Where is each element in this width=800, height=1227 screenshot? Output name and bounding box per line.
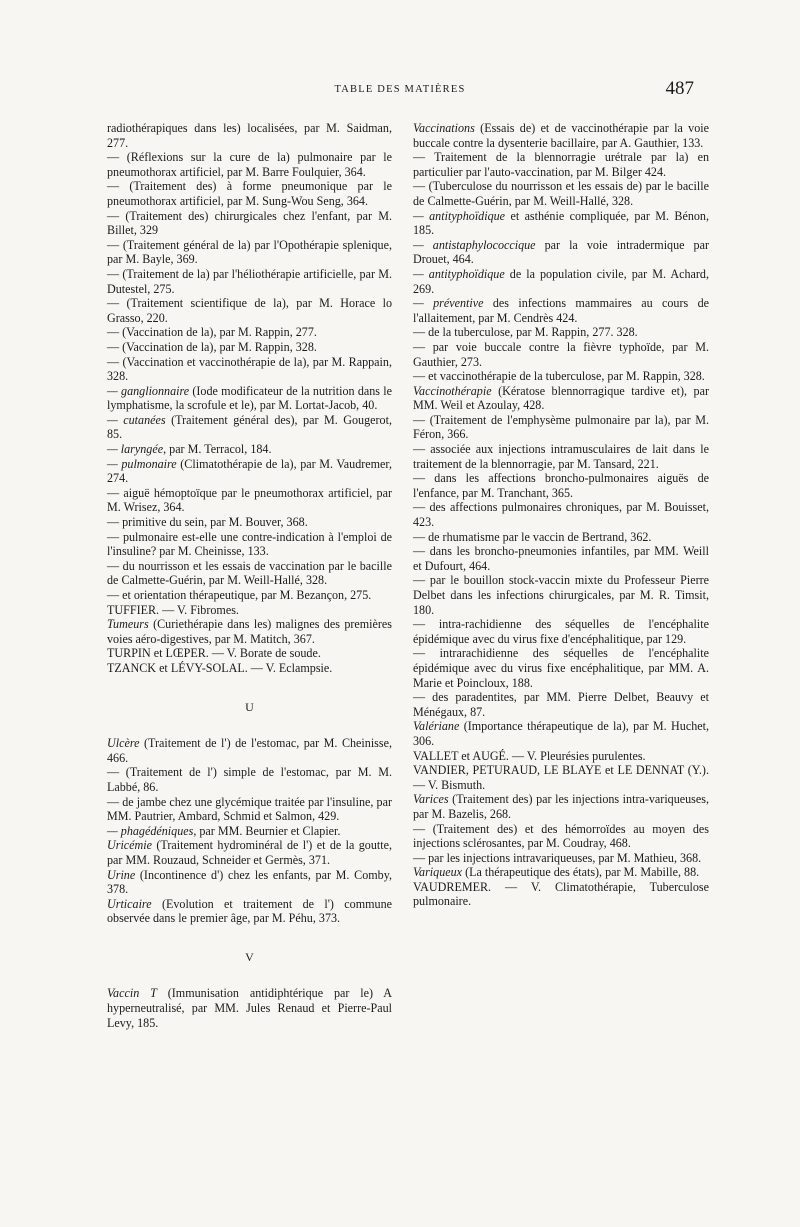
index-entry [413, 880, 709, 909]
entry-text: (Traitement hydrominéral de l') et de la goutte, par MM. Rouzaud, Schneider et Germès, 371. [107, 838, 392, 867]
entry-text: — aiguë hémoptoïque par le pneumothorax artificiel, par M. Wrisez, 364. [107, 485, 392, 515]
index-entry [413, 150, 709, 179]
entry-text: (Immunisation antidiphtérique par le) A hyperneutralisé, par MM. Jules Renaud et Pierre-Paul Levy, 185. [107, 986, 392, 1030]
entry-text: et asthénie compliquée, par M. Bénon, 185. [413, 208, 709, 238]
entry-term: Vaccinothérapie [413, 383, 492, 398]
entry-text: — intra-rachidienne des séquelles de l'encéphalite épidémique avec du virus fixe d'encéphalitique, par 129. [413, 617, 709, 646]
entry-text: (Climatothérapie de la), par M. Vaudremer, 274. [107, 456, 392, 486]
entry-text: — par le bouillon stock-vaccin mixte du Professeur Pierre Delbet dans les infections chirurgicales, par M. R. Timsit, 180. [413, 573, 709, 617]
entry-text: — (Réflexions sur la cure de la) pulmonaire par le pneumothorax artificiel, par M. Barre Foulquier, 364. [107, 150, 392, 179]
index-entry [107, 121, 392, 150]
entry-term: — phagédéniques [107, 823, 194, 838]
entry-text: — des affections pulmonaires chroniques, par M. Bouisset, 423. [413, 500, 709, 530]
entry-text: — par les injections intravariqueuses, par M. Mathieu, 368. [413, 850, 702, 865]
entry-text: (Traitement de l') de l'estomac, par M. Cheinisse, 466. [107, 736, 392, 765]
index-entry [107, 267, 392, 296]
running-title: TABLE DES MATIÈRES [334, 84, 466, 95]
index-entry [413, 792, 709, 821]
entry-text: par la voie intradermique par Drouet, 464. [413, 237, 709, 267]
entry-text: — (Traitement des) et des hémorroïdes au moyen des injections sclérosantes, par M. Coudray, 468. [413, 821, 709, 851]
entry-text: — de rhumatisme par le vaccin de Bertrand, 362. [413, 529, 652, 544]
section-letter: V [245, 949, 254, 964]
index-entry [107, 442, 392, 457]
index-entry [107, 296, 392, 325]
index-entry [413, 822, 709, 851]
index-entry [107, 486, 392, 515]
index-entry [413, 369, 709, 384]
index-entry [413, 763, 709, 792]
entry-term: — antistaphylococcique [413, 237, 536, 252]
entry-text: (Traitement général des), par M. Gougerot, 85. [107, 412, 392, 442]
index-entry [107, 515, 392, 530]
index-entry [413, 865, 709, 880]
entry-term: — préventive [413, 296, 484, 311]
entry-text: — de la tuberculose, par M. Rappin, 277. 328. [413, 325, 638, 340]
entry-text: — et vaccinothérapie de la tuberculose, par M. Rappin, 328. [413, 369, 705, 384]
index-entry [413, 646, 709, 690]
entry-text: (Kératose blennorragique tardive et), par MM. Weil et Azoulay, 428. [413, 383, 709, 413]
entry-term: — pulmonaire [107, 456, 177, 471]
index-entry [107, 646, 392, 661]
entry-term: — antityphoïdique [413, 208, 506, 223]
entry-term: Ulcère [107, 736, 140, 751]
entry-term: Valériane [413, 719, 460, 734]
entry-text: — (Traitement de la) par l'héliothérapie artificielle, par M. Dutestel, 275. [107, 266, 392, 296]
entry-text: — (Traitement des) à forme pneumonique par le pneumothorax artificiel, par M. Sung-Wou Seng, 364. [107, 179, 392, 208]
entry-text: — (Traitement de l') simple de l'estomac, par M. M. Labbé, 86. [107, 765, 392, 794]
entry-text: — (Traitement général de la) par l'Opothérapie splenique, par M. Bayle, 369. [107, 237, 392, 267]
entry-text: TUFFIER. — V. Fibromes. [107, 602, 239, 617]
section-letter: U [245, 699, 254, 714]
entry-text: — (Vaccination de la), par M. Rappin, 328. [107, 339, 317, 354]
entry-text: VANDIER, PETURAUD, LE BLAYE et LE DENNAT (Y.). — V. Bismuth. [413, 763, 709, 792]
entry-text: VAUDREMER. — V. Climatothérapie, Tuberculose pulmonaire. [413, 879, 709, 909]
index-entry [413, 325, 709, 340]
index-entry [413, 121, 709, 150]
index-entry [107, 824, 392, 839]
index-entry [413, 617, 709, 646]
index-entry [107, 340, 392, 355]
entry-text: — (Traitement de l'emphysème pulmonaire par la), par M. Féron, 366. [413, 412, 709, 442]
index-entry [107, 355, 392, 384]
index-entry [107, 413, 392, 442]
index-entry [107, 384, 392, 413]
entry-text: — par voie buccale contre la fièvre typhoïde, par M. Gauthier, 273. [413, 339, 709, 369]
entry-text: TURPIN et LŒPER. — V. Borate de soude. [107, 646, 321, 661]
entry-text: — primitive du sein, par M. Bouver, 368. [107, 515, 308, 530]
index-entry [413, 719, 709, 748]
index-entry [413, 209, 709, 238]
index-entry [413, 471, 709, 500]
index-entry [413, 530, 709, 545]
index-entry [413, 340, 709, 369]
entry-term: Uricémie [107, 838, 152, 853]
entry-text: (Importance thérapeutique de la), par M. Huchet, 306. [413, 719, 709, 748]
entry-text: des infections mammaires au cours de l'allaitement, par M. Cendrès 424. [413, 296, 709, 325]
index-entry [107, 736, 392, 765]
index-entry [107, 559, 392, 588]
entry-text: — (Vaccination de la), par M. Rappin, 277. [107, 325, 317, 340]
entry-text: TZANCK et LÉVY-SOLAL. — V. Eclampsie. [107, 660, 333, 675]
index-entry [107, 209, 392, 238]
index-entry [413, 296, 709, 325]
entry-text: (Traitement des) par les injections intra-variqueuses, par M. Bazelis, 268. [413, 792, 709, 821]
entry-text: (Curiethérapie dans les) malignes des premières voies aéro-digestives, par M. Matitch, 367. [107, 617, 392, 646]
entry-text: de la population civile, par M. Achard, 269. [413, 266, 709, 296]
entry-text: VALLET et AUGÉ. — V. Pleurésies purulentes. [413, 748, 646, 763]
entry-text: — dans les broncho-pneumonies infantiles, par MM. Weill et Dufourt, 464. [413, 544, 709, 573]
index-entry [107, 325, 392, 340]
index-entry [107, 897, 392, 926]
index-entry [413, 544, 709, 573]
entry-term: Urine [107, 867, 136, 882]
entry-text: (Evolution et traitement de l') commune observée dans le premier âge, par M. Péhu, 373. [107, 896, 392, 926]
entry-term: — antityphoïdique [413, 266, 505, 281]
entry-text: — des paradentites, par MM. Pierre Delbet, Beauvy et Ménégaux, 87. [413, 690, 709, 719]
page-header [0, 78, 800, 102]
entry-text: — (Traitement des) chirurgicales chez l'enfant, par M. Billet, 329 [107, 208, 392, 238]
entry-text: radiothérapiques dans les) localisées, par M. Saidman, 277. [107, 121, 392, 150]
index-entry [107, 588, 392, 603]
index-entry [413, 851, 709, 866]
entry-text: (Essais de) et de vaccinothérapie par la voie buccale contre la dysenterie bacillaire, par A. Gauthier, 133. [413, 121, 709, 150]
entry-text: , par M. Terracol, 184. [163, 442, 272, 457]
left-column [107, 121, 392, 1030]
index-entry [107, 238, 392, 267]
index-entry [413, 442, 709, 471]
index-entry [107, 795, 392, 824]
index-entry [107, 617, 392, 646]
entry-text: (La thérapeutique des états), par M. Mabille, 88. [462, 865, 700, 880]
index-entry [107, 530, 392, 559]
index-entry [413, 384, 709, 413]
entry-term: Tumeurs [107, 617, 149, 632]
entry-term: — laryngée [107, 442, 164, 457]
entry-text: — (Tuberculose du nourrisson et les essais de) par le bacille de Calmette-Guérin, par M. Weill-Hallé, 328. [413, 179, 709, 208]
index-entry [413, 413, 709, 442]
entry-text: — (Traitement scientifique de la), par M. Horace lo Grasso, 220. [107, 296, 392, 325]
entry-text: — de jambe chez une glycémique traitée par l'insuline, par MM. Pautrier, Ambard, Schmid et Salmon, 429. [107, 794, 392, 824]
index-entry [413, 690, 709, 719]
index-entry [413, 238, 709, 267]
index-entry [107, 457, 392, 486]
entry-text: (Incontinence d') chez les enfants, par M. Comby, 378. [107, 867, 392, 897]
entry-text: — pulmonaire est-elle une contre-indication à l'emploi de l'insuline? par M. Cheinisse, 133. [107, 529, 392, 559]
entry-term: Vaccin T [107, 986, 157, 1001]
entry-text: — dans les affections broncho-pulmonaires aiguës de l'enfance, par M. Tranchant, 365. [413, 471, 709, 500]
entry-text: — intrarachidienne des séquelles de l'encéphalite épidémique avec du virus fixe encéphalitique, par MM. A. Marie et Poincloux, 188. [413, 646, 709, 690]
entry-term: — cutanées [107, 412, 166, 427]
entry-text: — associée aux injections intramusculaires de lait dans le traitement de la blennorragie, par M. Tansard, 221. [413, 442, 709, 471]
entry-text: — et orientation thérapeutique, par M. Bezançon, 275. [107, 588, 372, 602]
index-entry [107, 150, 392, 179]
entry-text: — Traitement de la blennorragie urétrale par la) en particulier par l'auto-vaccination, par M. Bilger 424. [413, 150, 709, 179]
entry-term: Urticaire [107, 896, 152, 911]
index-entry [107, 765, 392, 794]
index-entry [413, 749, 709, 764]
entry-text: — du nourrisson et les essais de vaccination par le bacille de Calmette-Guérin, par M. Weill-Hallé, 328. [107, 558, 392, 588]
index-entry [107, 838, 392, 867]
index-entry [413, 500, 709, 529]
index-entry [107, 661, 392, 676]
index-entry [413, 573, 709, 617]
entry-text: (Iode modificateur de la nutrition dans le lymphatisme, la scrofule et le), par M. Lortat-Jacob, 40. [107, 383, 392, 413]
entry-term: Varices [413, 792, 449, 807]
index-entry [107, 179, 392, 208]
page-number: 487 [665, 78, 694, 99]
entry-text: — (Vaccination et vaccinothérapie de la), par M. Rappain, 328. [107, 354, 392, 384]
right-column [413, 121, 709, 909]
entry-term: Vaccinations [413, 121, 475, 135]
entry-term: — ganglionnaire [107, 383, 190, 398]
index-entry [413, 267, 709, 296]
entry-text: , par MM. Beurnier et Clapier. [193, 823, 341, 838]
index-entry [107, 986, 392, 1030]
index-entry [107, 868, 392, 897]
index-entry [413, 179, 709, 208]
entry-term: Variqueux [413, 865, 463, 880]
index-entry [107, 603, 392, 618]
